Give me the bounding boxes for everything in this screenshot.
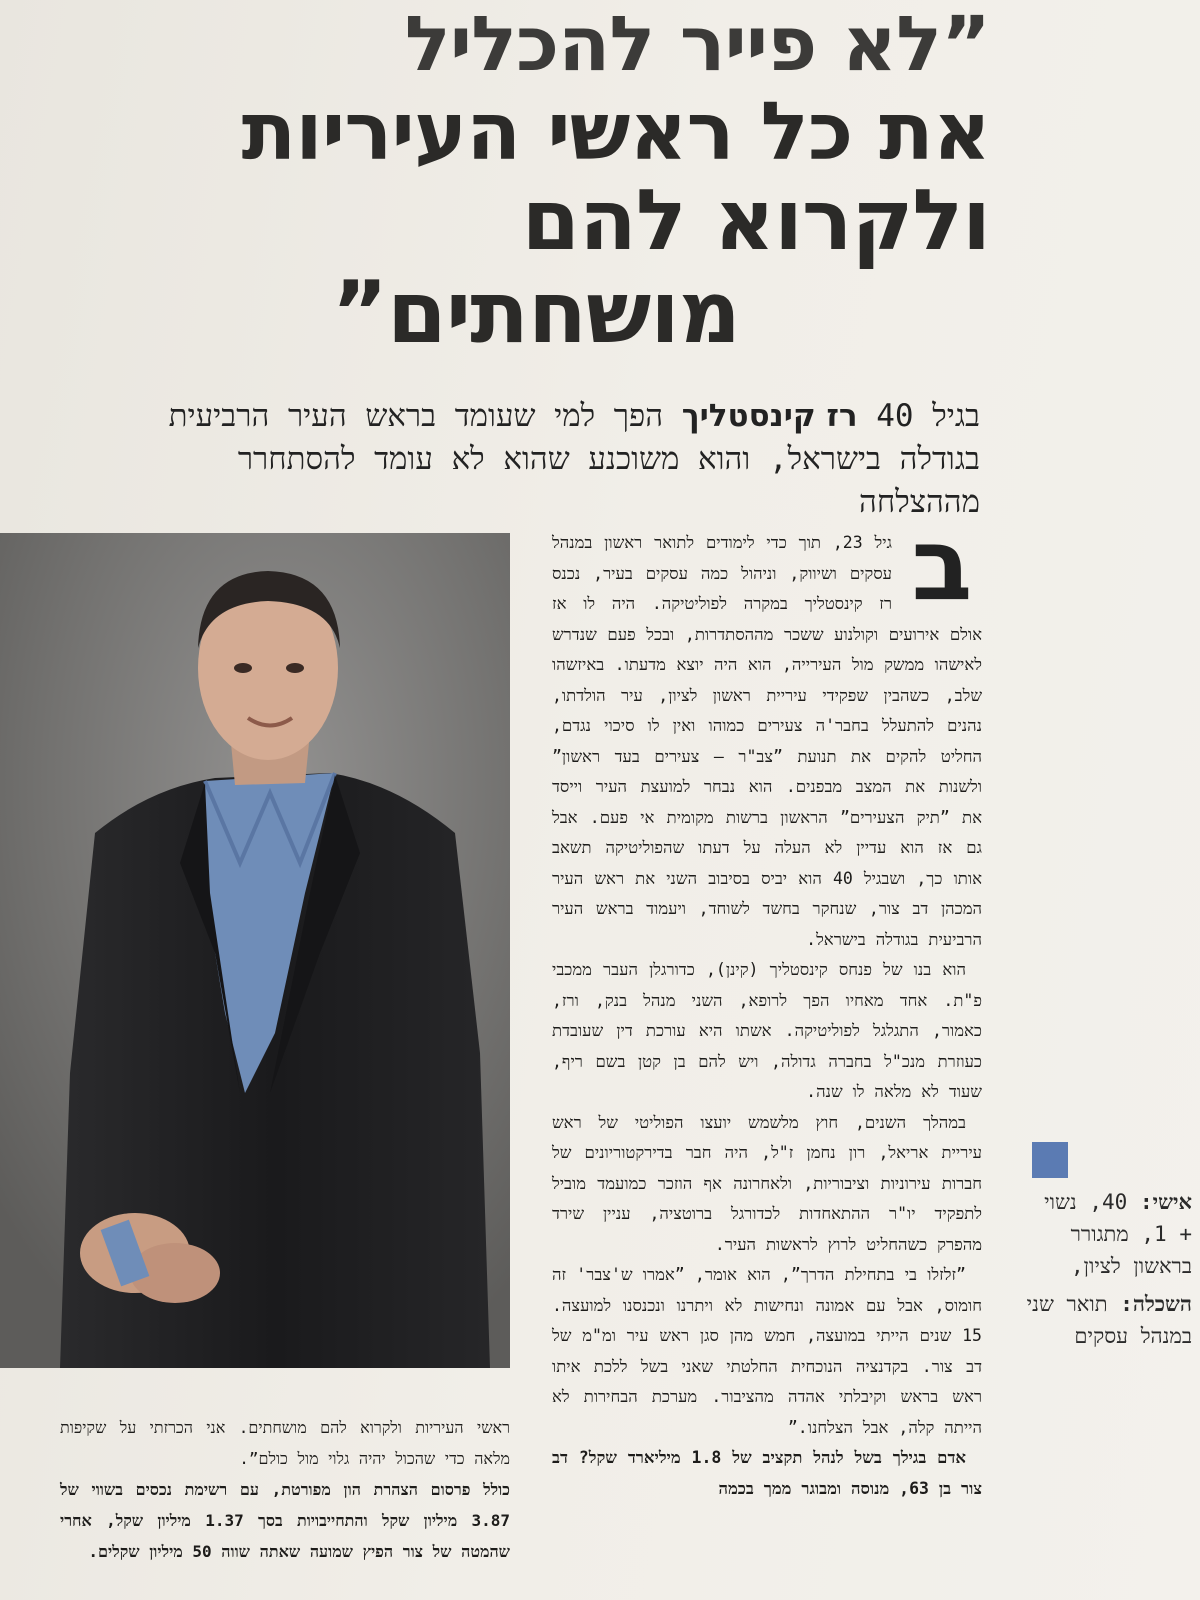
sidebar-marker-square <box>1032 1142 1068 1178</box>
subheadline <box>150 395 980 524</box>
article-body-column <box>552 528 982 1504</box>
headline-line-1: ”לא פייר להכליל <box>404 0 990 88</box>
sidebar-education <box>1022 1288 1192 1352</box>
drop-cap: ב <box>911 506 973 623</box>
portrait-photo <box>0 533 510 1368</box>
subhead-before: בגיל 40 <box>857 398 980 434</box>
man-portrait-illustration <box>0 533 510 1368</box>
sidebar-personal-text: 40, נשוי + 1, מתגורר בראשון לציון, <box>1044 1190 1192 1278</box>
sidebar-education-label: השכלה: <box>1120 1292 1192 1316</box>
headline-line-2: את כל ראשי העיריות <box>241 85 990 178</box>
headline <box>120 0 990 366</box>
sidebar-education-text: תואר שני במנהל עסקים <box>1026 1292 1192 1348</box>
subhead-name: רז קינסטליך <box>681 398 858 434</box>
headline-line-4: מושחתים” <box>331 263 740 363</box>
body-paragraph-1: גיל 23, תוך כדי לימודים לתואר ראשון במנהל עסקים ושיווק, וניהול כמה עסקים בעיר, נכנס רז קינסטליך במקרה לפוליטיקה. היה לו אז אולם אירועים וקולנוע ששכר מההסתדרות, ובכל פעם שנדרש לאישהו ממשק מול העירייה, הוא היה יוצא מדעתו. באיזשהו שלב, כשהבין שפקידי עיריית ראשון לציון, עיר הולדתו, נהנים להתעלל בחבר'ה צעירים כמוהו ואין לו סיכוי נגדם, החליט להקים את תנועת ”צב"ר – צעירים בעד ראשון” ולשנות את המצב מבפנים. הוא נבחר למועצת העיר וייסד את ”תיק הצעירים” הראשון ברשות מקומית אי פעם. אבל גם אז הוא עדיין לא העלה על דעתו שהפוליטיקה תשאב אותו כך, ושבגיל 40 הוא יביס בסיבוב השני את ראש העיר המכהן דב צור, שנחקר בחשד לשוחד, ויעמוד בראש העיר הרביעית בגודלה בישראל. <box>552 533 982 949</box>
subhead-after: הפך למי שעומד בראש העיר הרביעית בגודלה בישראל, והוא משוכנע שהוא לא עומד להסתחרר מההצלחה <box>168 398 980 520</box>
bottom-paragraph-1: ראשי העיריות ולקרוא להם מושחתים. אני הכרזתי על שקיפות מלאה כדי שהכול יהיה גלוי מול כולם”. <box>60 1418 510 1468</box>
sidebar-personal <box>1022 1186 1192 1282</box>
sidebar-personal-label: אישי: <box>1139 1190 1192 1214</box>
body-paragraph-4: ”זלזלו בי בתחילת הדרך”, הוא אומר, ”אמרו ש'צבר' זה חומוס, אבל עם אמונה ונחישות לא ויתרנו ונכנסנו למועצה. 15 שנים הייתי במועצה, חמש מהן סגן ראש עיר ומ"מ של דב צור. בקדנציה הנוכחית החלטתי שאני בשל ללכת איתו ראש בראש וקיבלתי אהדה מהציבור. מערכת הבחירות לא הייתה קלה, אבל הצלחנו.” <box>552 1265 982 1437</box>
headline-line-3: ולקרוא להם <box>521 171 990 269</box>
bottom-paragraph-2-question: כולל פרסום הצהרת הון מפורטת, עם רשימת נכסים בשווי של 3.87 מיליון שקל והתחייבויות בסך 1.37 מיליון שקל, אחרי שהמטה של צור הפיץ שמועה שאתה שווה 50 מיליון שקלים. <box>60 1480 510 1561</box>
body-paragraph-2: הוא בנו של פנחס קינסטליך (קינן), כדורגלן העבר ממכבי פ"ת. אחד מאחיו הפך לרופא, השני מנהל בנק, ורז, כאמור, התגלגל לפוליטיקה. אשתו היא עורכת דין שעובדת כעוזרת מנכ"ל בחברה גדולה, ויש להם בן קטן בשם ריף, שעוד לא מלאה לו שנה. <box>552 960 982 1101</box>
body-paragraph-3: במהלך השנים, חוץ מלשמש יועצו הפוליטי של ראש עיריית אריאל, רון נחמן ז"ל, היה חבר בדירקטוריונים של חברות עירוניות וציבוריות, ולאחרונה אף הוזכר כמועמד מוביל לתפקיד יו"ר ההתאחדות לכדורגל ברוטציה, עניין שירד מהפרק כשהחליט לרוץ לראשות העיר. <box>552 1112 982 1254</box>
body-paragraph-5-question: אדם בגילך בשל לנהל תקציב של 1.8 מיליארד שקל? דב צור בן 63, מנוסה ומבוגר ממך בכמה <box>552 1448 982 1498</box>
bio-sidebar <box>1022 1186 1192 1358</box>
article-bottom-column <box>60 1412 510 1567</box>
